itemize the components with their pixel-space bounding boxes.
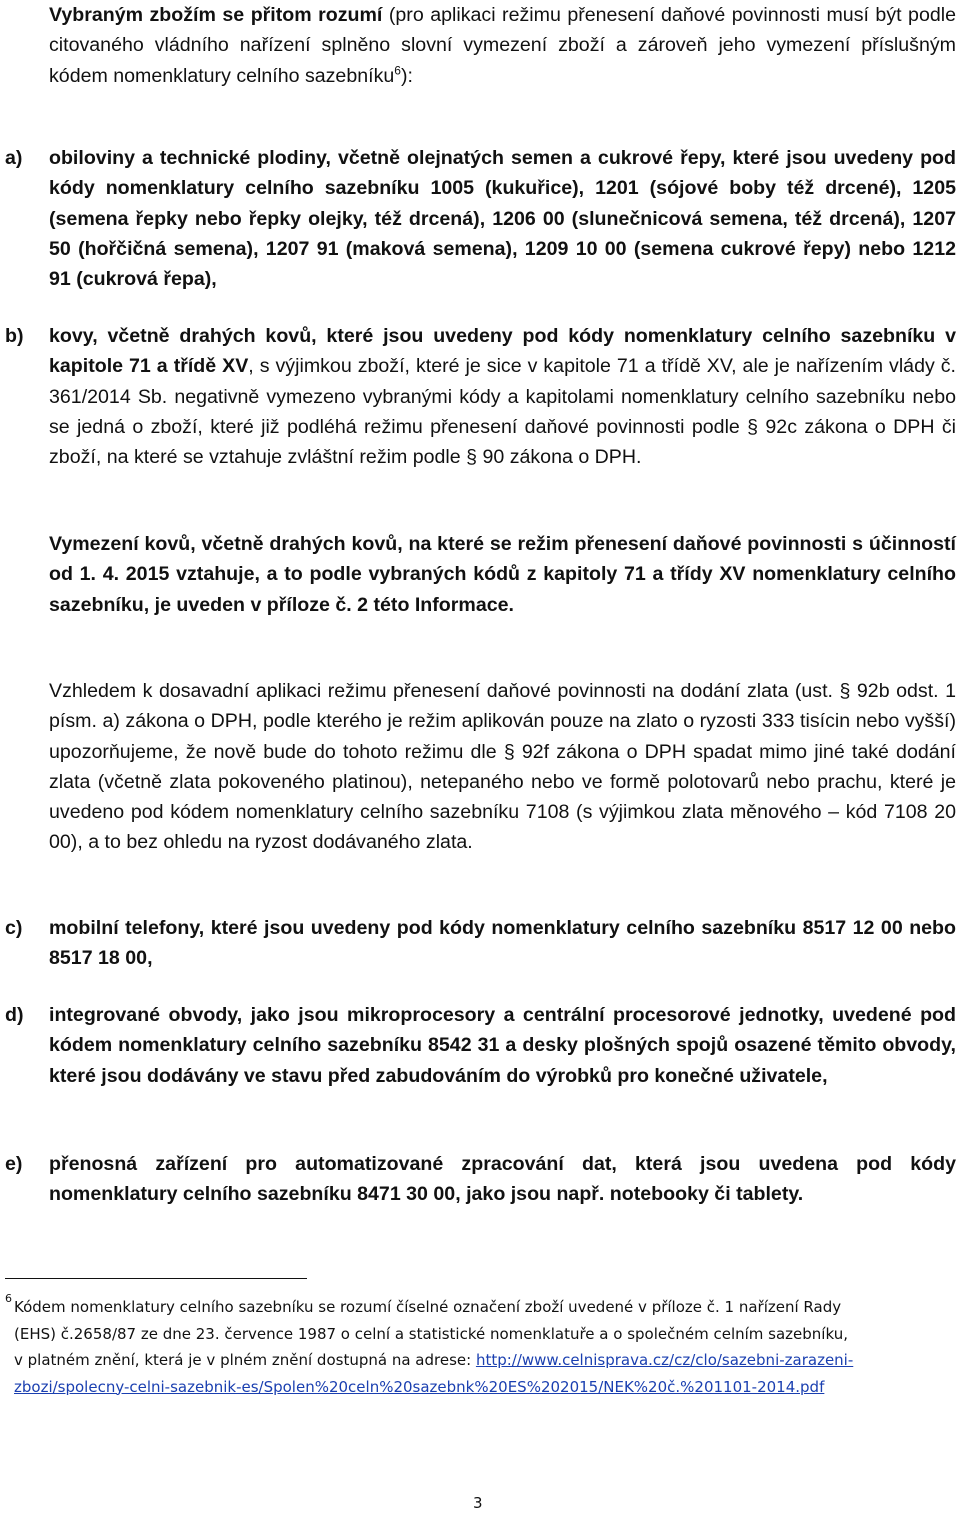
item-e-text: přenosná zařízení pro automatizované zpracování dat, která jsou uvedena pod kódy nomenklatury celního sazebníku 8471 30 00, jako jsou např. notebooky či tablety.: [49, 1153, 956, 1206]
item-letter: d): [5, 1004, 24, 1026]
footnote-text: Kódem nomenklatury celního sazebníku se rozumí číselné označení zboží uvedené v příloze č. 1 nařízení Rady (EHS) č.2658/87 ze dne 23. července 1987 o celní a statistické nomenklatuře a o společném celním sazebníku, v platném znění, která je v plném znění dostupná na adrese:: [14, 1298, 848, 1369]
page-number: 3: [473, 1494, 483, 1512]
item-letter: b): [5, 325, 24, 347]
metals-note-text: Vymezení kovů, včetně drahých kovů, na které se režim přenesení daňové povinnosti s účinností od 1. 4. 2015 vztahuje, a to podle vybraných kódů z kapitoly 71 a třídy XV nomenklatury celního sazebníku, je uveden v příloze č. 2 této Informace.: [49, 533, 956, 616]
metals-note: [49, 529, 956, 620]
item-d-text: integrované obvody, jako jsou mikroprocesory a centrální procesorové jednotky, uvedené pod kódem nomenklatury celního sazebníku 8542 31 a desky plošných spojů osazené těmito obvody, které jsou dodávány ve stavu před zabudováním do výrobků pro konečné uživatele,: [49, 1004, 956, 1087]
intro-bold: Vybraným zbožím se přitom rozumí: [49, 4, 383, 26]
list-item-a: [5, 143, 956, 294]
item-b-text: , s výjimkou zboží, které je sice v kapitole 71 a třídě XV, ale je nařízením vlády č. 361/2014 Sb. negativně vymezeno vybranými kódy a kapitolami nomenklatury celního sazebníku nebo se jedná o zboží, které již podléhá režimu přenesení daňové povinnosti podle § 92c zákona o DPH či zboží, na které se vztahuje zvláštní režim podle § 90 zákona o DPH.: [49, 355, 956, 469]
gold-note: Vzhledem k dosavadní aplikaci režimu přenesení daňové povinnosti na dodání zlata (ust. § 92b odst. 1 písm. a) zákona o DPH, podle kterého je režim aplikován pouze na zlato o ryzosti 333 tisícin nebo vyšší) upozorňujeme, že nově bude do tohoto režimu dle § 92f zákona o DPH spadat mimo jiné také dodání zlata (včetně zlata pokoveného platinou), netepaného nebo ve formě polotovarů nebo prachu, které je uvedeno pod kódem nomenklatury celního sazebníku 7108 (s výjimkou zlata měnového – kód 7108 20 00), a to bez ohledu na ryzost dodávaného zlata.: [49, 680, 956, 854]
list-item-d: [5, 1000, 956, 1091]
item-letter: e): [5, 1153, 23, 1175]
list-item-b: [5, 321, 956, 472]
intro-paragraph: [49, 0, 956, 91]
item-c-text: mobilní telefony, které jsou uvedeny pod kódy nomenklatury celního sazebníku 8517 12 00 nebo 8517 18 00,: [49, 917, 956, 970]
item-letter: c): [5, 917, 23, 939]
intro-tail: ):: [400, 64, 413, 87]
footnote-ref[interactable]: 6: [394, 63, 401, 78]
item-a-text: obiloviny a technické plodiny, včetně olejnatých semen a cukrové řepy, které jsou uvedeny pod kódy nomenklatury celního sazebníku 1005 (kukuřice), 1201 (sójové boby též drcené), 1205 (semena řepky nebo řepky olejky, též drcená), 1206 00 (slunečnicová semena, též drcená), 1207 50 (hořčičná semena), 1207 91 (maková semena), 1209 10 00 (semena cukrové řepy) nebo 1212 91 (cukrová řepa),: [49, 147, 956, 291]
footnote: [5, 1294, 855, 1400]
item-b-bold: kovy, včetně drahých kovů, které jsou uvedeny pod kódy nomenklatury celního sazebníku v kapitole 71 a třídě XV: [49, 325, 956, 378]
intro-text: (pro aplikaci režimu přenesení daňové povinnosti musí být podle citovaného vládního nařízení splněno slovní vymezení zboží a zároveň jeho vymezení příslušným kódem nomenklatury celního sazebníku: [49, 4, 957, 87]
list-item-e: [5, 1149, 956, 1210]
footnote-divider: [5, 1278, 307, 1279]
footnote-number: 6: [5, 1292, 12, 1305]
list-item-c: [5, 913, 956, 974]
item-letter: a): [5, 147, 23, 169]
footnote-link[interactable]: http://www.celnisprava.cz/cz/clo/sazebni-zarazeni-zbozi/spolecny-celni-sazebnik-es/Spolen%20celn%20sazebnk%20ES%202015/NEK%20č.%201101-2014.pdf: [14, 1351, 854, 1396]
